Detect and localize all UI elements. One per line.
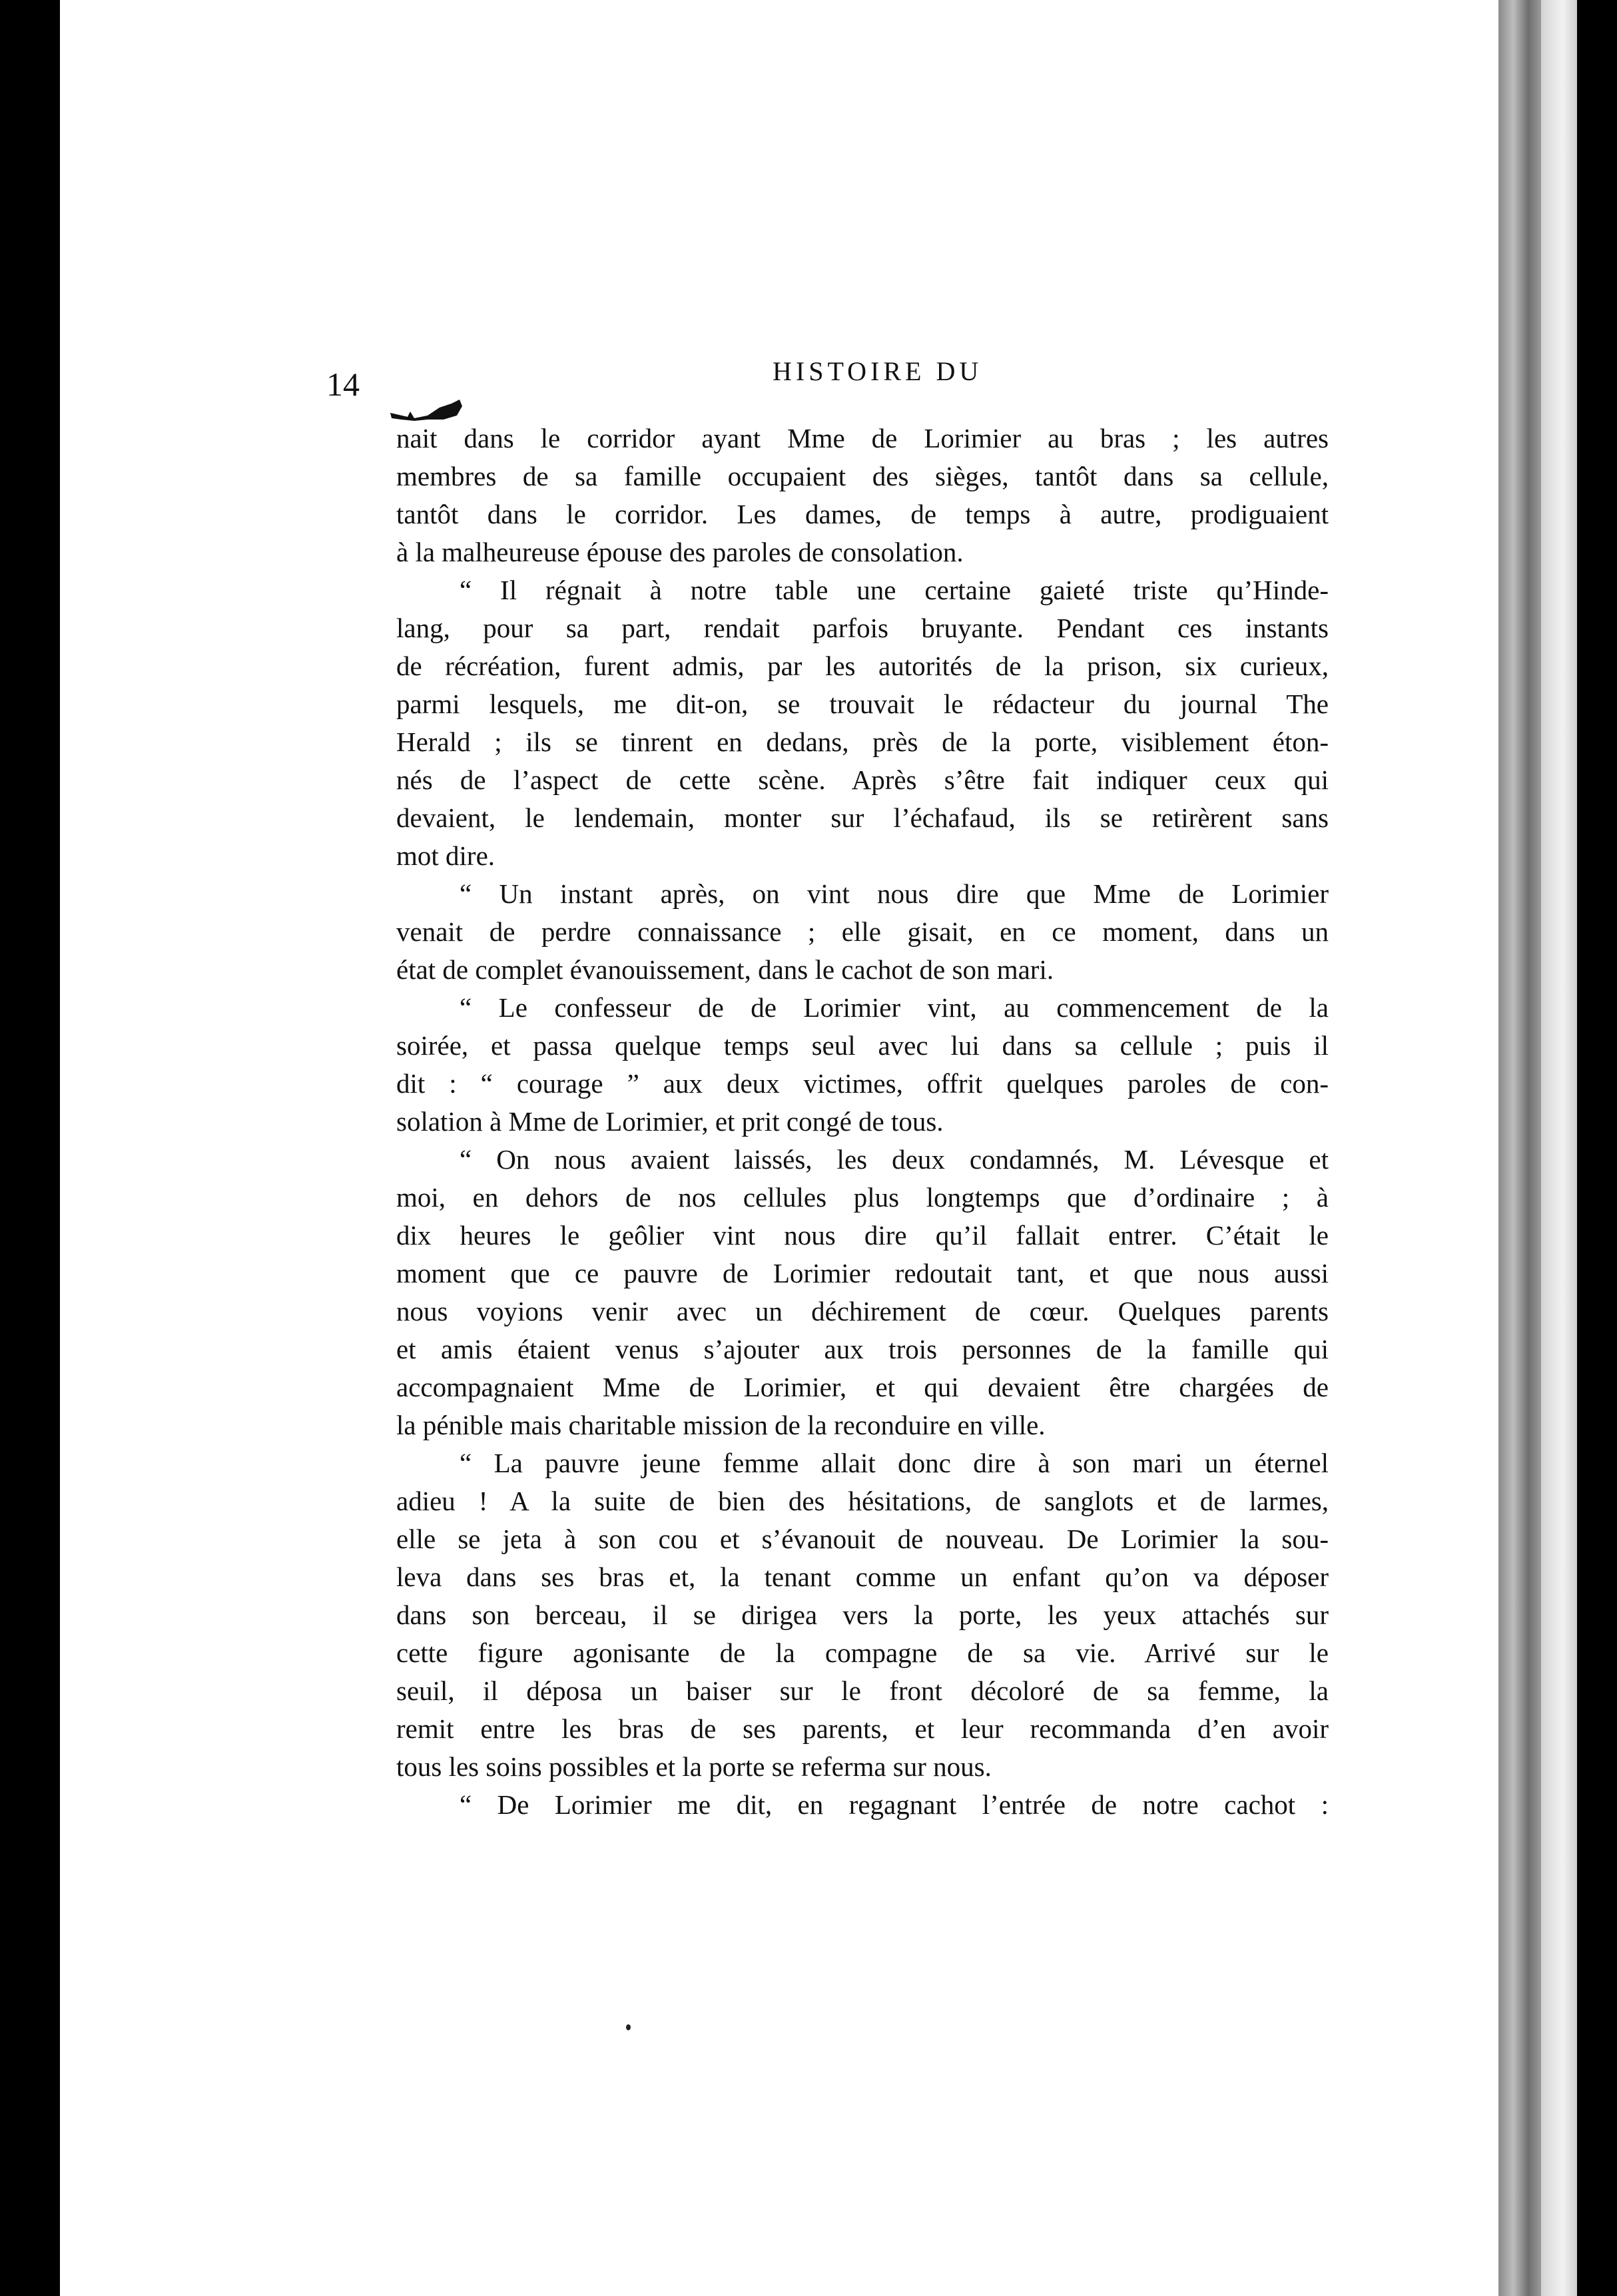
text-line: Herald ; ils se tinrent en dedans, près de la porte, visiblement éton- [396,726,1329,757]
text-line: leva dans ses bras et, la tenant comme un enfant qu’on va déposer [396,1562,1329,1592]
text-line: dit : “ courage ” aux deux victimes, offrit quelques paroles de con- [396,1068,1329,1099]
text-line: de récréation, furent admis, par les autorités de la prison, six curieux, [396,651,1329,681]
text-line: “ Le confesseur de de Lorimier vint, au commencement de la [460,992,1329,1023]
page-body-text [396,420,1329,1824]
text-line: moment que ce pauvre de Lorimier redoutait tant, et que nous aussi [396,1258,1329,1289]
ink-speck [626,2024,631,2030]
text-line: accompagnaient Mme de Lorimier, et qui devaient être chargées de [396,1372,1329,1402]
text-line: tantôt dans le corridor. Les dames, de temps à autre, prodiguaient [396,499,1329,529]
text-line: tous les soins possibles et la porte se referma sur nous. [396,1751,992,1782]
text-line: “ La pauvre jeune femme allait donc dire à son mari un éternel [460,1448,1329,1478]
text-line: nait dans le corridor ayant Mme de Lorimier au bras ; les autres [396,423,1329,453]
text-line: cette figure agonisante de la compagne de sa vie. Arrivé sur le [396,1637,1329,1668]
running-head: HISTOIRE DU [773,356,983,386]
text-line: adieu ! A la suite de bien des hésitations, de sanglots et de larmes, [396,1486,1329,1516]
text-line: “ Il régnait à notre table une certaine gaieté triste qu’Hinde- [460,575,1329,605]
page-edge-highlight [1541,0,1577,2296]
text-line: moi, en dehors de nos cellules plus longtemps que d’ordinaire ; à [396,1182,1329,1213]
text-line: soirée, et passa quelque temps seul avec lui dans sa cellule ; puis il [396,1030,1329,1061]
text-line: elle se jeta à son cou et s’évanouit de nouveau. De Lorimier la sou- [396,1524,1329,1554]
text-line: solation à Mme de Lorimier, et prit congé de tous. [396,1106,944,1137]
text-line: “ De Lorimier me dit, en regagnant l’entrée de notre cachot : [460,1789,1329,1820]
text-line: nés de l’aspect de cette scène. Après s’être fait indiquer ceux qui [396,764,1329,795]
page-header [326,353,1325,403]
text-line: devaient, le lendemain, monter sur l’échafaud, ils se retirèrent sans [396,802,1329,833]
text-line: nous voyions venir avec un déchirement de cœur. Quelques parents [396,1296,1329,1326]
text-line: état de complet évanouissement, dans le cachot de son mari. [396,954,1054,985]
text-line: remit entre les bras de ses parents, et leur recommanda d’en avoir [396,1713,1329,1744]
text-line: à la malheureuse épouse des paroles de consolation. [396,537,964,567]
text-line: dans son berceau, il se dirigea vers la porte, les yeux attachés sur [396,1599,1329,1630]
text-line: membres de sa famille occupaient des sièges, tantôt dans sa cellule, [396,461,1329,491]
text-line: seuil, il déposa un baiser sur le front décoloré de sa femme, la [396,1675,1329,1706]
text-line: parmi lesquels, me dit-on, se trouvait le rédacteur du journal The [396,689,1329,719]
text-line: mot dire. [396,840,495,871]
text-line: venait de perdre connaissance ; elle gisait, en ce moment, dans un [396,916,1329,947]
ink-blot-icon [388,398,487,422]
text-line: et amis étaient venus s’ajouter aux trois personnes de la famille qui [396,1334,1329,1364]
text-line: lang, pour sa part, rendait parfois bruyante. Pendant ces instants [396,613,1329,643]
text-line: “ On nous avaient laissés, les deux condamnés, M. Lévesque et [460,1144,1329,1175]
page-edge-shadow [1498,0,1541,2296]
page-number: 14 [326,366,360,403]
text-line: “ Un instant après, on vint nous dire que Mme de Lorimier [460,878,1329,909]
text-line: dix heures le geôlier vint nous dire qu’il fallait entrer. C’était le [396,1220,1329,1251]
text-line: la pénible mais charitable mission de la reconduire en ville. [396,1410,1046,1440]
